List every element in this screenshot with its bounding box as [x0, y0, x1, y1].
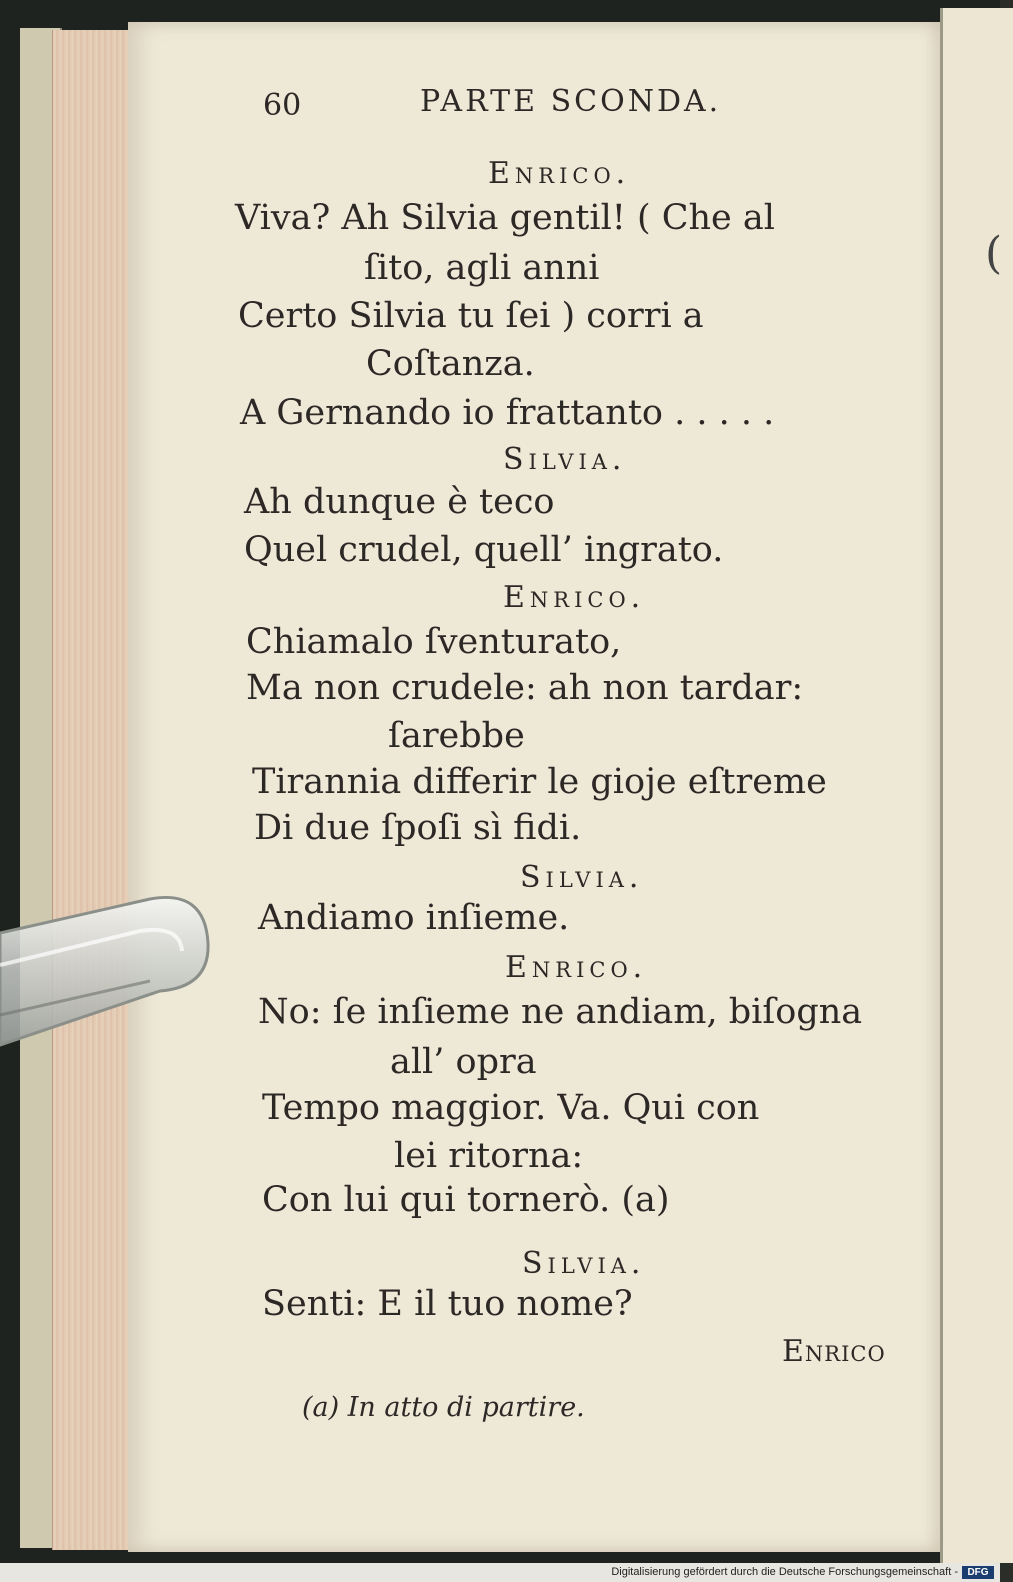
verse-line: Tirannia differir le gioje eſtreme: [252, 762, 827, 802]
page-holder-clip: [0, 895, 210, 1050]
verse-line: No: ſe inſieme ne andiam, biſogna: [258, 992, 863, 1032]
verse-line: all’ opra: [390, 1042, 537, 1082]
verse-line: Ma non crudele: ah non tardar:: [246, 668, 804, 708]
page-number: 60: [263, 88, 302, 123]
catchword: Enrico: [782, 1334, 886, 1369]
verse-line: Con lui qui tornerò. (a): [262, 1180, 670, 1220]
dfg-logo: DFG: [962, 1566, 994, 1579]
running-head: PARTE SCONDA.: [420, 84, 722, 119]
verse-line: Ah dunque è teco: [244, 482, 555, 522]
verse-line: Quel crudel, quell’ ingrato.: [244, 530, 724, 570]
verse-line: Viva? Ah Silvia gentil! ( Che al: [235, 198, 775, 238]
verse-line: ſarebbe: [388, 716, 525, 756]
footnote: (a) In atto di partire.: [302, 1392, 585, 1423]
speaker-label: Enrico.: [488, 156, 631, 191]
verse-line: lei ritorna:: [394, 1136, 584, 1176]
speaker-label: Silvia.: [503, 442, 627, 477]
verse-line: ſito, agli anni: [364, 248, 600, 288]
facing-page-edge: [940, 8, 1013, 1563]
verse-line: Coſtanza.: [366, 344, 535, 384]
verse-line: Senti: E il tuo nome?: [262, 1284, 633, 1324]
digitization-credit: Digitalisierung gefördert durch die Deutsche Forschungsgemeinschaft -: [611, 1566, 958, 1578]
verse-line: Certo Silvia tu ſei ) corri a: [238, 296, 704, 336]
speaker-label: Enrico.: [505, 950, 648, 985]
verse-line: Tempo maggior. Va. Qui con: [262, 1088, 760, 1128]
facing-page-fragment: (: [985, 228, 1003, 279]
verse-line: A Gernando io frattanto . . . . .: [240, 393, 775, 433]
speaker-label: Enrico.: [503, 580, 646, 615]
verse-line: Di due ſpoſi sì fidi.: [254, 808, 582, 848]
speaker-label: Silvia.: [522, 1246, 646, 1281]
speaker-label: Silvia.: [520, 860, 644, 895]
verse-line: Chiamalo ſventurato,: [246, 622, 622, 662]
verse-line: Andiamo inſieme.: [258, 898, 570, 938]
